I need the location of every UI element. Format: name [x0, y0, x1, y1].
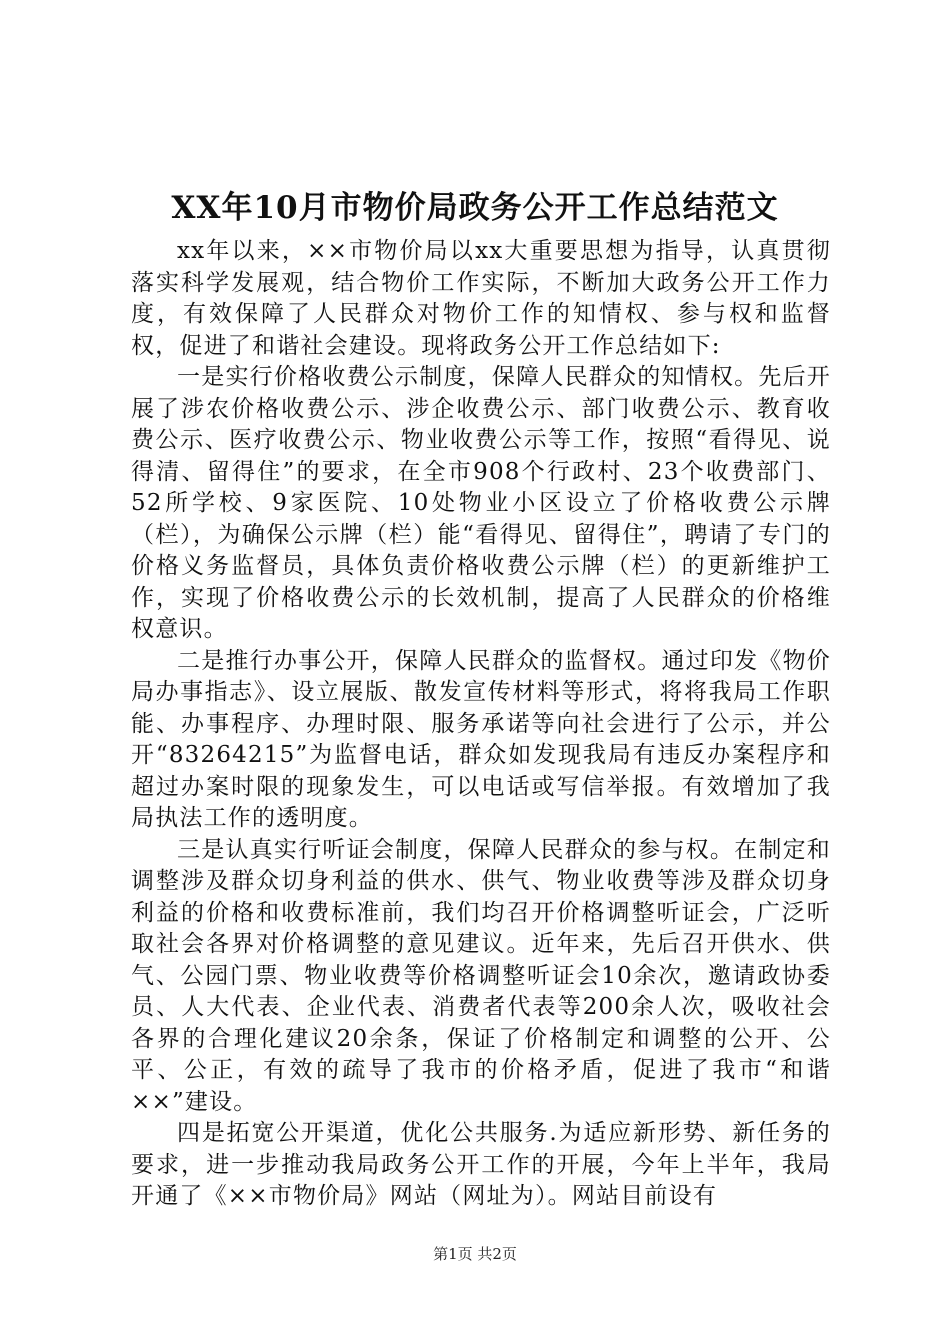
- paragraph-price-publicity: 一是实行价格收费公示制度，保障人民群众的知情权。先后开展了涉农价格收费公示、涉企收费公示、部门收费公示、教育收费公示、医疗收费公示、物业收费公示等工作，按照“看得见、说得清、留得住”的要求，在全市908个行政村、23个收费部门、52所学校、9家医院、10处物业小区设立了价格收费公示牌（栏），为确保公示牌（栏）能“看得见、留得住”，聘请了专门的价格义务监督员，具体负责价格收费公示牌（栏）的更新维护工作，实现了价格收费公示的长效机制，提高了人民群众的价格维权意识。: [131, 364, 831, 642]
- paragraph-open-affairs: 二是推行办事公开，保障人民群众的监督权。通过印发《物价局办事指志》、设立展版、散发宣传材料等形式，将将我局工作职能、办事程序、办理时限、服务承诺等向社会进行了公示，并公开“83264215”为监督电话，群众如发现我局有违反办案程序和超过办案时限的现象发生，可以电话或写信举报。有效增加了我局执法工作的透明度。: [131, 647, 831, 831]
- document-title: XX年10月市物价局政务公开工作总结范文: [171, 190, 779, 226]
- paragraph-hearing-system: 三是认真实行听证会制度，保障人民群众的参与权。在制定和调整涉及群众切身利益的供水、供气、物业收费等涉及群众切身利益的价格和收费标准前，我们均召开价格调整听证会，广泛听取社会各界对价格调整的意见建议。近年来，先后召开供水、供气、公园门票、物业收费等价格调整听证会10余次，邀请政协委员、人大代表、企业代表、消费者代表等200余人次，吸收社会各界的合理化建议20余条，保证了价格制定和调整的公开、公平、公正，有效的疏导了我市的价格矛盾，促进了我市“和谐××”建设。: [131, 836, 831, 1115]
- page-number-footer: 第1页 共2页: [433, 1245, 517, 1263]
- document-body: [131, 236, 831, 1213]
- paragraph-intro: xx年以来，××市物价局以xx大重要思想为指导，认真贯彻落实科学发展观，结合物价工作实际，不断加大政务公开工作力度，有效保障了人民群众对物价工作的知情权、参与权和监督权，促进了和谐社会建设。现将政务公开工作总结如下:: [131, 238, 831, 359]
- paragraph-public-channels: 四是拓宽公开渠道，优化公共服务.为适应新形势、新任务的要求，进一步推动我局政务公开工作的开展，今年上半年，我局开通了《××市物价局》网站（网址为）。网站目前设有: [131, 1120, 831, 1209]
